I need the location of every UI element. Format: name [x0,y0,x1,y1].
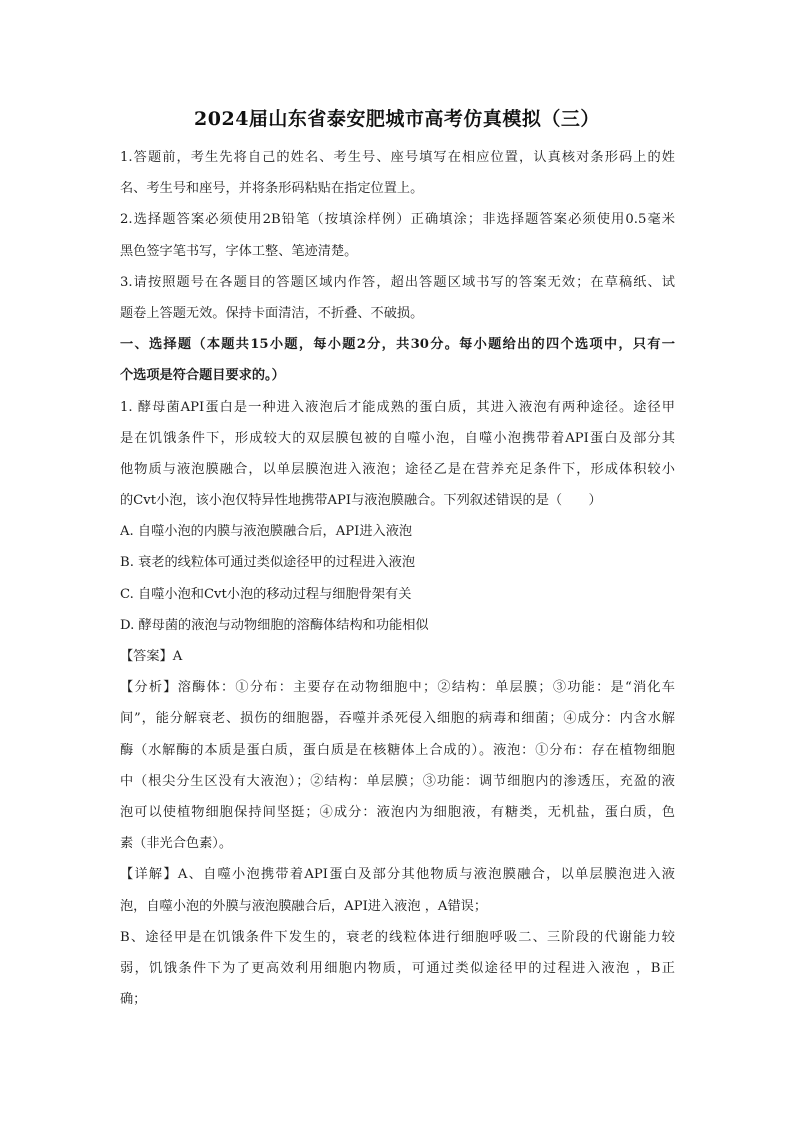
option-b: B. 衰老的线粒体可通过类似途径甲的过程进入液泡 [120,555,416,571]
answer-line: 【答案】A [120,649,183,664]
question-stem-line: 1. 酵母菌API蛋白是一种进入液泡后才能成熟的蛋白质，其进入液泡有两种途径。途径甲 [120,399,675,415]
detail-line: 泡，自噬小泡的外膜与液泡膜融合后，API进入液泡 ，A错误； [120,898,488,914]
section-heading: 一、选择题（本题共15小题，每小题2分，共30分。每小题给出的四个选项中，只有一 [120,337,675,353]
instruction-line: 3.请按照题号在各题目的答题区域内作答，超出答题区域书写的答案无效；在草稿纸、试 [120,274,675,290]
instruction-line: 2.选择题答案必须使用2B铅笔（按填涂样例）正确填涂；非选择题答案必须使用0.5毫米 [120,212,675,228]
analysis-line: 酶（水解酶的本质是蛋白质，蛋白质是在核糖体上合成的）。液泡：①分布：存在植物细胞 [120,742,675,758]
option-a: A. 自噬小泡的内膜与液泡膜融合后，API进入液泡 [120,524,413,540]
instruction-line: 题卷上答题无效。保持卡面清洁，不折叠、不破损。 [120,305,424,321]
analysis-line: 泡可以使植物细胞保持间坚挺；④成分：液泡内为细胞液，有糖类，无机盐，蛋白质，色 [120,804,675,820]
option-d: D. 酵母菌的液泡与动物细胞的溶酶体结构和功能相似 [120,617,429,633]
analysis-line: 间”，能分解衰老、损伤的细胞器，吞噬并杀死侵入细胞的病毒和细菌；④成分：内含水解 [120,711,675,727]
detail-line: 弱，饥饿条件下为了更高效利用细胞内物质，可通过类似途径甲的过程进入液泡 ，B正 [120,960,675,976]
option-c: C. 自噬小泡和Cvt小泡的移动过程与细胞骨架有关 [120,586,412,602]
instruction-line: 黑色签字笔书写，字体工整、笔迹清楚。 [120,243,358,259]
detail-line: 确； [120,992,147,1008]
analysis-line: 素（非光合色素）。 [120,836,233,852]
instruction-line: 名、考生号和座号，并将条形码粘贴在指定位置上。 [120,181,424,197]
question-stem-line: 他物质与液泡膜融合，以单层膜泡进入液泡；途径乙是在营养充足条件下，形成体积较小 [120,461,675,477]
section-heading: 个选项是符合题目要求的。） [120,368,285,384]
analysis-line: 【分析】溶酶体：①分布：主要存在动物细胞中；②结构：单层膜；③功能：是“消化车 [120,680,675,696]
question-stem-line: 的Cvt小泡，该小泡仅特异性地携带API与液泡膜融合。下列叙述错误的是（ ） [120,493,602,509]
instruction-line: 1.答题前，考生先将自己的姓名、考生号、座号填写在相应位置，认真核对条形码上的姓 [120,150,675,165]
analysis-line: 中（根尖分生区没有大液泡）；②结构：单层膜；③功能：调节细胞内的渗透压，充盈的液 [120,773,675,789]
question-stem-line: 是在饥饿条件下，形成较大的双层膜包被的自噬小泡，自噬小泡携带着API蛋白及部分其 [120,430,675,446]
document-body [120,142,675,1015]
page-title: 2024届山东省泰安肥城市高考仿真模拟（三） [194,108,600,130]
detail-line: 【详解】A、自噬小泡携带着API蛋白及部分其他物质与液泡膜融合，以单层膜泡进入液 [120,867,675,883]
detail-line: B、途径甲是在饥饿条件下发生的，衰老的线粒体进行细胞呼吸二、三阶段的代谢能力较 [120,929,675,945]
